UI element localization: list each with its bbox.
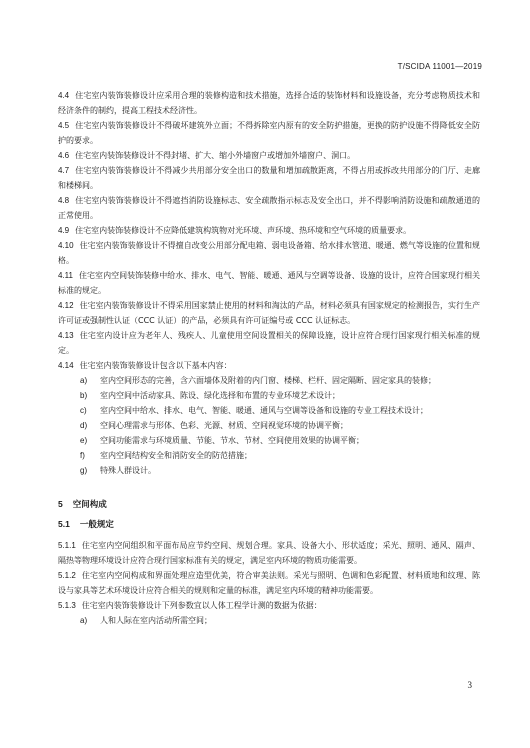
list-item <box>58 613 480 628</box>
clause <box>58 598 480 613</box>
list-item-label: d) <box>80 421 88 430</box>
clause <box>58 568 480 598</box>
clause-text: 住宅室内装饰装修设计下列参数宜以人体工程学计测的数据为依据： <box>81 601 322 610</box>
list-item-text: 室内空间中活动家具、陈设、绿化选择和布置的专业环境艺术设计； <box>100 391 340 400</box>
clause-text: 住宅室内空间装饰装修中给水、排水、电气、智能、暖通、通风与空调等设备、设施的设计，应符合国家现行相关标准的规定。 <box>58 271 480 295</box>
chapter-heading <box>58 498 480 510</box>
clause <box>58 238 480 268</box>
clause-text: 住宅室内装饰装修设计不得减少共用部分安全出口的数量和增加疏散距离，不得占用或拆改共用部分的门厅、走廊和楼梯间。 <box>58 166 480 190</box>
list-item-label: e) <box>80 436 88 445</box>
list-item-label: g) <box>80 466 88 475</box>
clause-number: 4.5 <box>58 121 70 130</box>
section-title: 一般规定 <box>79 520 114 530</box>
clause-text: 住宅室内空间构成和界面处理应造型优美，符合审美法则。采光与照明、色调和色彩配置、材料质地和纹理、陈设与家具等艺术环境设计应符合相关的规则和定量的标准，满足室内环境的精神功能需要。 <box>58 571 480 595</box>
clause-number: 4.12 <box>58 301 74 310</box>
clause-text: 住宅室内设计应为老年人、残疾人、儿童使用空间设置相关的保障设施，设计应符合现行国家现行相关标准的规定。 <box>58 331 480 355</box>
list-item <box>58 388 480 403</box>
clause <box>58 193 480 223</box>
clause-number: 4.11 <box>58 271 73 280</box>
clause-number: 4.10 <box>58 241 74 250</box>
section-number: 5.1 <box>58 519 70 529</box>
clause-text: 住宅室内装饰装修设计不得遮挡消防设施标志、安全疏散指示标志及安全出口，并不得影响消防设施和疏散通道的正常使用。 <box>58 196 480 220</box>
list-item-text: 空间功能需求与环境质量、节能、节水、节材、空间使用效果的协调平衡； <box>100 436 364 445</box>
clause-number: 4.4 <box>58 91 70 100</box>
list-item-label: a) <box>80 616 88 625</box>
list-item-label: f) <box>80 451 85 460</box>
list-item <box>58 463 480 478</box>
clause <box>58 118 480 148</box>
clause-number: 4.13 <box>58 331 74 340</box>
list-item-text: 室内空间结构安全和消防安全的防范措施； <box>100 451 252 460</box>
clause <box>58 268 480 298</box>
list-item-text: 空间心理需求与形体、色彩、光源、材质、空间视觉环境的协调平衡； <box>100 421 348 430</box>
list-item-label: a) <box>80 376 88 385</box>
list-5-1-3 <box>58 613 480 628</box>
standard-code: T/SCIDA 11001—2019 <box>397 62 482 71</box>
clause <box>58 223 480 238</box>
clause-text: 住宅室内装饰装修设计不应降低建筑构筑物对光环境、声环境、热环境和空气环境的质量要求。 <box>75 226 412 235</box>
clause-number: 4.14 <box>58 361 74 370</box>
list-item-label: b) <box>80 391 88 400</box>
clause-number: 4.7 <box>58 166 70 175</box>
list-item <box>58 373 480 388</box>
clause-text: 住宅室内装饰装修设计不得擅自改变公用部分配电箱、弱电设备箱、给水排水管道、暖通、燃气等设施的位置和规格。 <box>58 241 480 265</box>
clause-text: 住宅室内装饰装修设计不得采用国家禁止使用的材料和淘汰的产品，材料必须具有国家规定的检测报告，实行生产许可证或强制性认证（CCC 认证）的产品，必须具有许可证编号或 CCC 认证标志。 <box>58 301 480 325</box>
list-item <box>58 433 480 448</box>
clause-number: 4.6 <box>58 151 70 160</box>
clauses-section-5-1 <box>58 538 480 613</box>
chapter-number: 5 <box>58 499 63 509</box>
clause-text: 住宅室内空间组织和平面布局应节约空间、规划合理。家具、设备大小、形状适度；采光、照明、通风、隔声、隔热等物理环境设计应符合现行国家标准有关的规定，满足室内环境的物质功能需要。 <box>58 541 480 565</box>
section-heading <box>58 518 480 530</box>
document-body <box>58 88 480 628</box>
page-number: 3 <box>467 680 472 690</box>
clause <box>58 358 480 373</box>
clause-number: 4.8 <box>58 196 70 205</box>
list-4-14 <box>58 373 480 478</box>
list-item-text: 室内空间中给水、排水、电气、智能、暖通、通风与空调等设备和设施的专业工程技术设计； <box>100 406 428 415</box>
clause <box>58 88 480 118</box>
chapter-title: 空间构成 <box>72 500 107 510</box>
clause-number: 4.9 <box>58 226 70 235</box>
list-item-text: 人和人际在室内活动所需空间； <box>100 616 212 625</box>
list-item-text: 特殊人群设计。 <box>100 466 156 475</box>
clause-text: 住宅室内装饰装修设计包含以下基本内容： <box>79 361 232 370</box>
clause <box>58 298 480 328</box>
clause <box>58 538 480 568</box>
clause-number: 5.1.1 <box>58 541 76 550</box>
list-item <box>58 418 480 433</box>
clause-text: 住宅室内装饰装修设计不得封堵、扩大、缩小外墙窗户或增加外墙窗户、洞口。 <box>75 151 356 160</box>
clause-text: 住宅室内装饰装修设计不得破坏建筑外立面；不得拆除室内原有的安全防护措施，更换的防护设施不得降低安全防护的要求。 <box>58 121 480 145</box>
clause-text: 住宅室内装饰装修设计应采用合理的装修构造和技术措施，选择合适的装饰材料和设施设备，充分考虑物质技术和经济条件的制约，提高工程技术经济性。 <box>58 91 480 115</box>
list-item-text: 室内空间形态的完善，含六面墙体及附着的内门窗、楼梯、栏杆、固定隔断、固定家具的装修； <box>100 376 436 385</box>
clause <box>58 148 480 163</box>
clauses-chapter-4 <box>58 88 480 373</box>
list-item-label: c) <box>80 406 87 415</box>
clause-number: 5.1.3 <box>58 601 76 610</box>
clause <box>58 328 480 358</box>
list-item <box>58 448 480 463</box>
list-item <box>58 403 480 418</box>
clause <box>58 163 480 193</box>
clause-number: 5.1.2 <box>58 571 76 580</box>
